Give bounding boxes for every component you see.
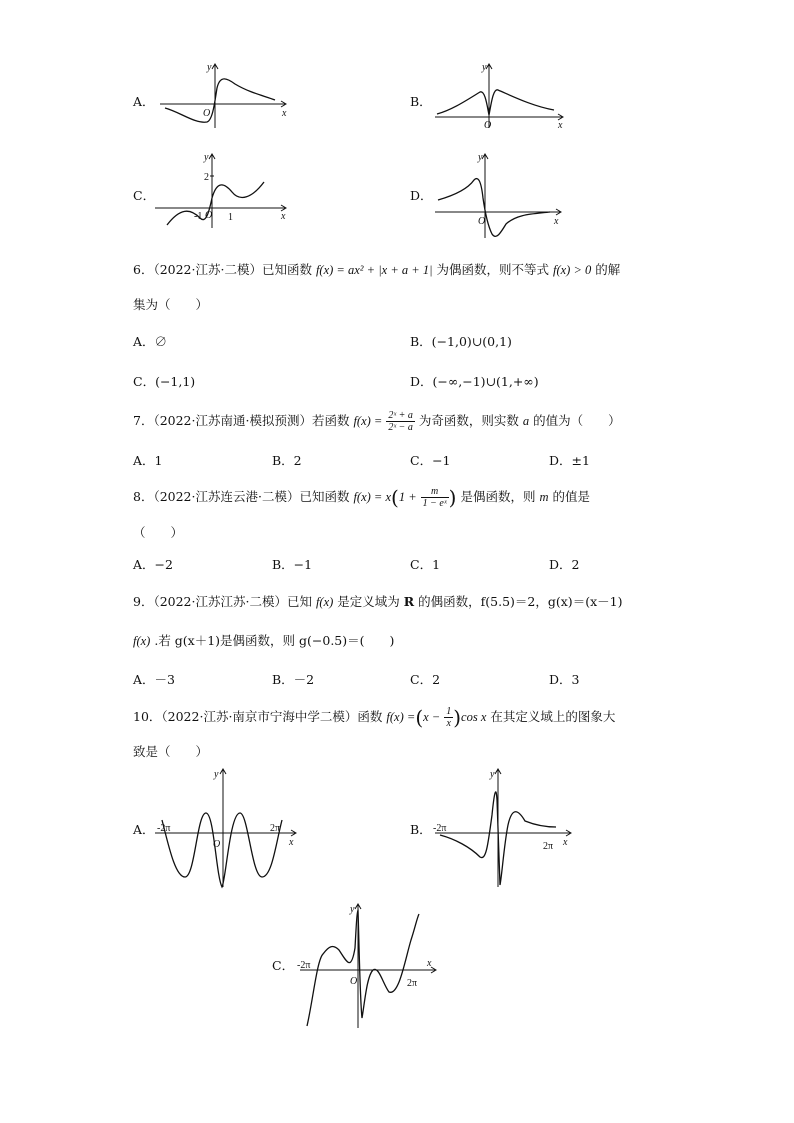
q7-prefix: 7．（2022·江苏南通·模拟预测）若函数 [133, 413, 350, 428]
q7-option-b[interactable]: B．2 [272, 453, 302, 468]
q9-stem-line1 [133, 594, 622, 610]
q10-function-lhs: f(x) = [386, 710, 416, 724]
q8-stem-line2: （ ） [133, 525, 184, 540]
q10a-origin: O [213, 839, 221, 850]
q10-cos: cos x [461, 710, 487, 724]
q8-suffix1: 是偶函数，则 [460, 489, 536, 504]
q5d-y-label: y [478, 152, 483, 163]
q9-suffix: 的偶函数，f(5.5)＝2，g(x)＝(x－1) [418, 594, 623, 609]
q6-mid: 为偶函数，则不等式 [436, 262, 550, 277]
q5-option-b-label[interactable]: B． [410, 94, 432, 109]
q10-option-b-label[interactable]: B． [410, 822, 432, 837]
q5b-x-label: x [558, 120, 563, 131]
q6-option-d[interactable]: D．(−∞,−1)∪(1,+∞) [410, 374, 539, 389]
q10-option-a-label[interactable]: A． [133, 822, 155, 837]
q10-stem-line2: 致是（ ） [133, 744, 209, 759]
q9-option-b[interactable]: B．－2 [272, 672, 315, 687]
q10-fraction [444, 706, 453, 729]
q9-reals: R [403, 594, 415, 609]
q5a-x-label: x [282, 108, 287, 119]
q9-stem-line2 [133, 633, 394, 649]
q5a-y-label: y [207, 62, 212, 73]
q6-suffix: 的解 [595, 262, 621, 277]
q9-prefix: 9．（2022·江苏江苏·二模）已知 [133, 594, 312, 609]
q10-graph-b [430, 765, 580, 890]
q6-option-b[interactable]: B．(−1,0)∪(0,1) [410, 334, 512, 349]
q10c-x-label: x [427, 958, 432, 969]
q6-stem-line2: 集为（ ） [133, 297, 209, 312]
q10-graph-c [295, 900, 445, 1030]
q6-option-c[interactable]: C．(−1,1) [133, 374, 196, 389]
q10-stem-line1: 10．（2022·江苏·南京市宁海中学二模）函数 f(x) =(x − $\frac{1}{x}$ )cos x 在其定义域上的图象大 [133, 705, 616, 730]
q6-function: f(x) = ax² + |x + a + 1| [315, 263, 433, 277]
q8-option-d[interactable]: D．2 [549, 557, 580, 572]
q9-line2-text: .若 g(x＋1)是偶函数，则 g(−0.5)＝( ) [154, 633, 395, 648]
q9-line2-fx: f(x) [133, 634, 151, 648]
q8-option-b[interactable]: B．−1 [272, 557, 313, 572]
q5b-y-label: y [482, 62, 487, 73]
q5-graph-c [152, 150, 292, 230]
q7-suffix1: 为奇函数，则实数 [418, 413, 519, 428]
q10b-x-label: x [563, 837, 568, 848]
q7-option-d[interactable]: D．±1 [549, 453, 590, 468]
q10a-p2pi: 2π [270, 823, 281, 834]
q6-inequality: f(x) > 0 [553, 263, 592, 277]
q8-var: m [539, 490, 549, 504]
q5-graph-b [432, 60, 572, 130]
q8-fraction [421, 486, 449, 509]
q5c-y-label: y [204, 152, 209, 163]
q10c-m2pi: -2π [297, 960, 311, 971]
q10b-m2pi: -2π [433, 823, 447, 834]
q5c-origin: O [205, 210, 213, 221]
q6-option-a[interactable]: A．∅ [133, 334, 168, 349]
q5d-x-label: x [554, 216, 559, 227]
q8-option-c[interactable]: C．1 [410, 557, 441, 572]
q5-graph-d [432, 150, 572, 240]
q5-graph-a [155, 60, 295, 130]
q7-option-a[interactable]: A．1 [133, 453, 163, 468]
q8-prefix: 8．（2022·江苏连云港·二模）已知函数 [133, 489, 350, 504]
q10c-origin: O [350, 976, 358, 987]
q7-option-c[interactable]: C．−1 [410, 453, 451, 468]
q10b-y-label: y [490, 769, 495, 780]
q10-suffix: 在其定义域上的图象大 [490, 709, 616, 724]
q5c-tick-m1: -1 [194, 211, 203, 222]
q7-function-lhs: f(x) = [353, 414, 383, 428]
q8-one-plus: 1 + [398, 490, 417, 504]
q9-option-c[interactable]: C．2 [410, 672, 441, 687]
q10b-p2pi: 2π [543, 841, 554, 852]
q8-function-lhs: f(x) = x [353, 490, 392, 504]
q5-option-c-label[interactable]: C． [133, 188, 156, 203]
q8-numerator: m [421, 486, 449, 498]
q8-denominator: 1 − eˣ [422, 498, 447, 509]
q7-suffix2: 的值为（ ） [533, 413, 621, 428]
q5b-origin: O [484, 120, 492, 131]
q5c-tick-2: 2 [204, 172, 209, 183]
q9-option-a[interactable]: A．－3 [133, 672, 175, 687]
q10-denominator: x [446, 718, 451, 729]
q5-option-a-label[interactable]: A． [133, 94, 155, 109]
q8-option-a[interactable]: A．−2 [133, 557, 173, 572]
q10-option-c-label[interactable]: C． [272, 958, 295, 973]
q10-prefix: 10．（2022·江苏·南京市宁海中学二模）函数 [133, 709, 383, 724]
q8-stem-line1: 8．（2022·江苏连云港·二模）已知函数 f(x) = x(1 + $\frac{m}{\text{1 − eˣ}}$ ) 是偶函数，则 m 的值是 [133, 485, 590, 510]
q10c-y-label: y [350, 904, 355, 915]
q10a-y-label: y [214, 769, 219, 780]
q10-graph-a [150, 765, 300, 890]
q7-stem [133, 408, 621, 434]
q8-suffix2: 的值是 [552, 489, 590, 504]
q9-mid: 是定义域为 [337, 594, 400, 609]
q7-fraction [386, 410, 415, 433]
q5c-tick-1: 1 [228, 212, 233, 223]
q7-denominator: 2ˣ − a [388, 422, 413, 433]
q10a-x-label: x [289, 837, 294, 848]
q7-var: a [522, 414, 530, 428]
q5c-x-label: x [281, 211, 286, 222]
q10c-p2pi: 2π [407, 978, 418, 989]
q10-numerator: 1 [446, 706, 452, 717]
q9-fx: f(x) [315, 595, 334, 609]
q10a-m2pi: -2π [157, 823, 171, 834]
q9-option-d[interactable]: D．3 [549, 672, 580, 687]
q10-x-minus: x − [423, 710, 441, 724]
q6-stem-line1 [133, 262, 620, 278]
q6-prefix: 6．（2022·江苏·二模）已知函数 [133, 262, 312, 277]
q7-numerator: 2ˣ + a [388, 410, 413, 421]
q5-option-d-label[interactable]: D． [410, 188, 433, 203]
q5d-origin: O [478, 216, 486, 227]
q5a-origin: O [203, 108, 211, 119]
